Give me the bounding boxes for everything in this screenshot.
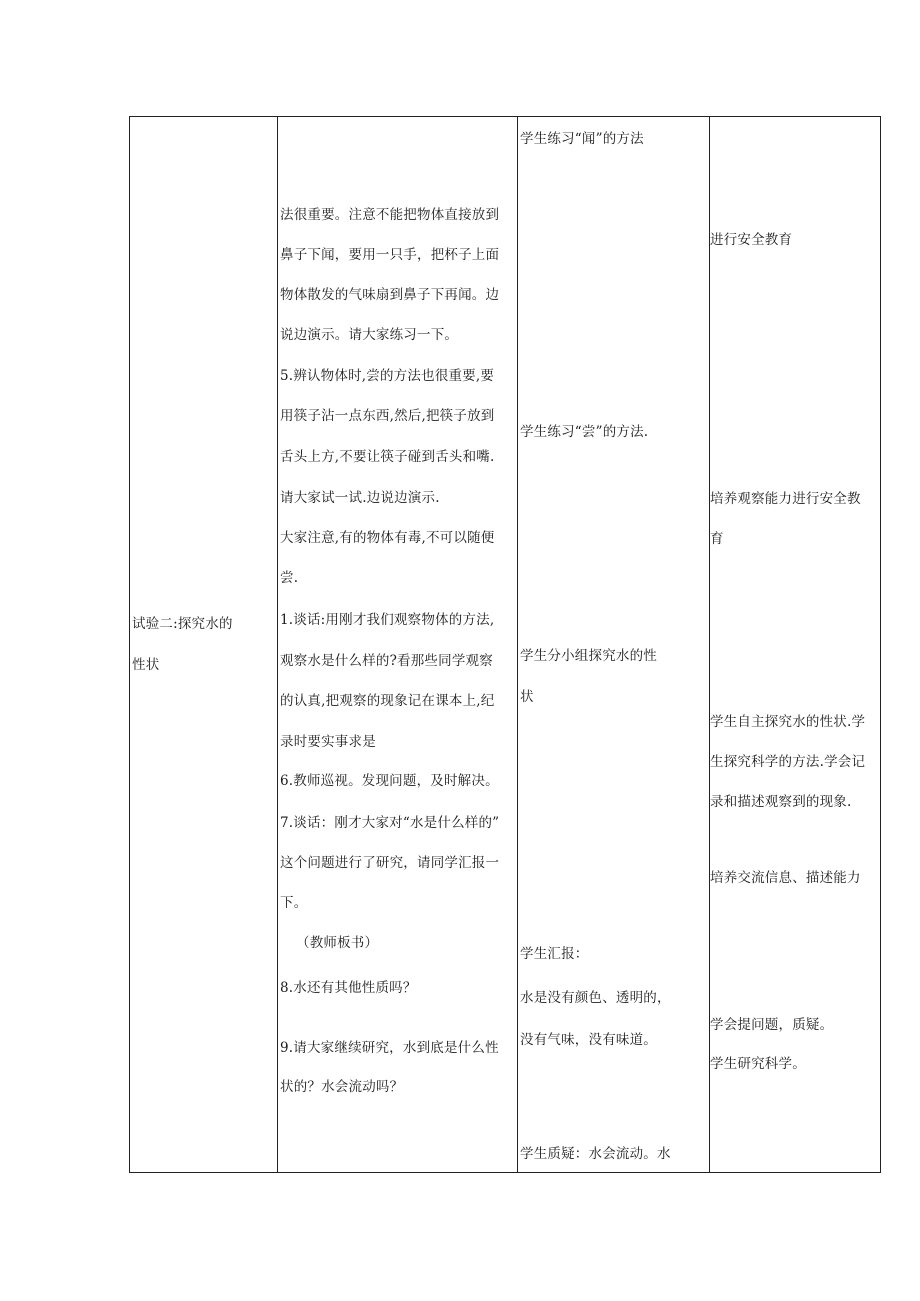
teacher-line: 这个问题进行了研究，请同学汇报一 [280,855,500,871]
student-line: 学生质疑：水会流动。水 [520,1146,671,1162]
teacher-line: 观察水是什么样的?看那些同学观察 [280,653,493,669]
teacher-line: 9.请大家继续研究，水到底是什么性 [280,1040,499,1056]
student-line: 学生练习“尝”的方法. [520,424,649,440]
teacher-line: 的认真,把观察的现象记在课本上,纪 [280,693,495,709]
teacher-line: 7.谈话：刚才大家对“水是什么样的” [280,815,500,831]
purpose-line: 学生自主探究水的性状.学 [710,714,866,730]
purpose-line: 培养交流信息、描述能力 [710,870,861,886]
purpose-cell [710,117,881,1172]
purpose-line: 学会提问题，质疑。 [710,1017,834,1033]
student-line: 水是没有颜色、透明的， [520,990,671,1006]
teacher-line: 鼻子下闻，要用一只手，把杯子上面 [280,247,500,263]
teacher-line: 录时要实事求是 [280,734,376,750]
teacher-line: 尝. [280,570,299,586]
student-line: 学生分小组探究水的性 [520,648,657,664]
student-activity-cell [518,117,709,1172]
teacher-line: 法很重要。注意不能把物体直接放到 [280,207,500,223]
teacher-line: 用筷子沾一点东西,然后,把筷子放到 [280,408,495,424]
student-line: 状 [520,689,534,705]
teacher-line: 说边演示。请大家练习一下。 [280,327,459,343]
student-line: 学生汇报： [520,946,589,962]
teacher-line: 物体散发的气味扇到鼻子下再闻。边 [280,287,500,303]
stage-line: 试验二:探究水的 [132,616,233,632]
teacher-line: 1.谈话:用刚才我们观察物体的方法, [280,612,495,628]
stage-line: 性状 [132,657,160,673]
teacher-line: 舌头上方,不要让筷子碰到舌头和嘴. [280,449,495,465]
purpose-line: 录和描述观察到的现象. [710,794,852,810]
teacher-line: 5.辨认物体时,尝的方法也很重要,要 [280,368,495,384]
purpose-line: 进行安全教育 [710,232,793,248]
teacher-line: 请大家试一试.边说边演示. [280,490,440,506]
purpose-line: 育 [710,531,724,547]
teacher-line: 6.教师巡视。发现问题，及时解决。 [280,773,499,789]
teacher-line: 下。 [280,895,308,911]
teacher-activity-cell [278,117,517,1172]
stage-cell [130,117,277,1172]
purpose-line: 生探究科学的方法.学会记 [710,754,866,770]
purpose-line: 培养观察能力进行安全教 [710,491,861,507]
teacher-line: 大家注意,有的物体有毒,不可以随便 [280,530,495,546]
student-line: 学生练习“闻”的方法 [520,131,644,147]
teacher-line: 8.水还有其他性质吗？ [280,980,417,996]
teacher-line: 状的？水会流动吗？ [280,1079,404,1095]
student-line: 没有气味，没有味道。 [520,1032,657,1048]
lesson-plan-table [129,116,881,1173]
teacher-line: （教师板书） [296,935,379,951]
purpose-line: 学生研究科学。 [710,1056,806,1072]
